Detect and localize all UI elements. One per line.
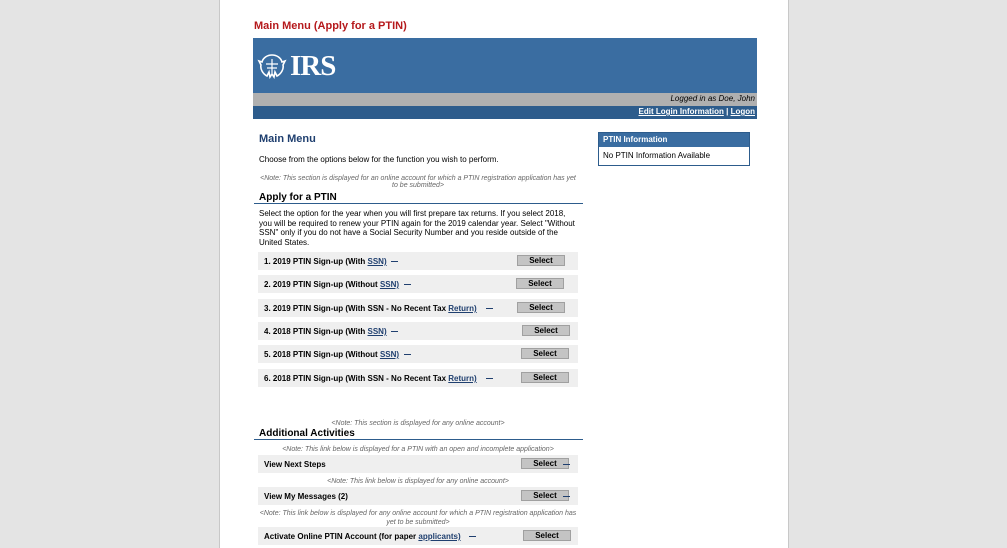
option-row (258, 345, 578, 363)
select-button[interactable]: Select (522, 325, 570, 336)
note-any-link: <Note: This link below is displayed for any online account> (327, 478, 509, 485)
option-text: 6. 2018 PTIN Sign-up (With SSN - No Recent Tax (264, 374, 449, 383)
ptin-info-body: No PTIN Information Available (603, 151, 711, 160)
additional-heading: Additional Activities (259, 428, 355, 439)
option-label (264, 304, 477, 313)
select-button[interactable]: Select (521, 348, 569, 359)
select-button[interactable]: Select (517, 255, 565, 266)
select-button[interactable]: Select (521, 458, 569, 469)
apply-heading: Apply for a PTIN (259, 192, 337, 203)
link-underline (391, 331, 398, 332)
apply-instructions: Select the option for the year when you will first prepare tax returns. If you select 2018, you will be required to renew your PTIN again for the 2019 calendar year. Select "Without SSN" only if you do not have a Social Security Number and you reside outside of the United States. (259, 209, 575, 247)
option-label (264, 350, 399, 359)
main-heading: Main Menu (259, 133, 316, 145)
account-links (639, 107, 755, 116)
edit-login-link[interactable]: Edit Login Information (638, 107, 724, 116)
note-open-application: <Note: This link below is displayed for a PTIN with an open and incomplete application> (282, 446, 554, 453)
view-next-steps-label: View Next Steps (264, 460, 326, 469)
link-separator: | (726, 107, 729, 116)
activity-row (258, 455, 578, 473)
activity-row (258, 487, 578, 505)
option-row (258, 322, 578, 340)
option-text: 1. 2019 PTIN Sign-up (With (264, 257, 368, 266)
option-label (264, 374, 477, 383)
view-messages-label: View My Messages (2) (264, 492, 348, 501)
option-link[interactable]: SSN) (367, 327, 387, 336)
option-row (258, 369, 578, 387)
activate-link[interactable]: applicants) (418, 532, 461, 541)
option-link[interactable]: Return) (448, 374, 477, 383)
option-text: 5. 2018 PTIN Sign-up (Without (264, 350, 380, 359)
account-links-bar (253, 106, 757, 119)
link-underline (404, 284, 411, 285)
irs-logo (257, 51, 335, 81)
option-row (258, 252, 578, 270)
link-underline (486, 308, 493, 309)
eagle-icon (257, 53, 287, 79)
logon-link[interactable]: Logon (730, 107, 755, 116)
link-underline (391, 261, 398, 262)
option-text: 3. 2019 PTIN Sign-up (With SSN - No Recent Tax (264, 304, 449, 313)
ptin-info-box (598, 132, 750, 166)
link-underline (563, 464, 570, 465)
select-button[interactable]: Select (521, 490, 569, 501)
activate-account-label (264, 532, 461, 541)
option-text: 2. 2019 PTIN Sign-up (Without (264, 280, 380, 289)
option-link[interactable]: SSN) (379, 280, 400, 289)
link-underline (486, 378, 493, 379)
option-link[interactable]: Return) (448, 304, 477, 313)
option-row (258, 275, 578, 293)
page-container (219, 0, 789, 548)
select-button[interactable]: Select (516, 278, 564, 289)
option-text: 4. 2018 PTIN Sign-up (With (264, 327, 368, 336)
option-label (264, 280, 399, 289)
login-status-bar (253, 93, 757, 106)
link-underline (563, 496, 570, 497)
select-button[interactable]: Select (523, 530, 571, 541)
activate-text: Activate Online PTIN Account (for paper (264, 532, 419, 541)
note-ptin-pending: <Note: This section is displayed for an online account for which a PTIN registration application has yet to be submitted> (260, 175, 576, 189)
logged-in-text: Logged in as Doe, John (670, 94, 755, 103)
link-underline (469, 536, 476, 537)
select-button[interactable]: Select (521, 372, 569, 383)
note-pending-link: <Note: This link below is displayed for any online account for which a PTIN registration application has yet to be submitted> (259, 510, 577, 526)
option-link[interactable]: SSN) (367, 257, 387, 266)
apply-divider (254, 203, 583, 204)
logo-text: IRS (290, 49, 336, 82)
select-button[interactable]: Select (517, 302, 565, 313)
link-underline (404, 354, 411, 355)
note-any-account: <Note: This section is displayed for any online account> (331, 420, 505, 427)
additional-divider (254, 439, 583, 440)
option-link[interactable]: SSN) (379, 350, 400, 359)
irs-banner (253, 38, 757, 93)
option-label (264, 327, 387, 336)
page-title: Main Menu (Apply for a PTIN) (254, 20, 407, 32)
option-row (258, 299, 578, 317)
intro-text: Choose from the options below for the function you wish to perform. (259, 155, 499, 164)
activity-row (258, 527, 578, 545)
ptin-info-title: PTIN Information (599, 133, 749, 147)
option-label (264, 257, 387, 266)
